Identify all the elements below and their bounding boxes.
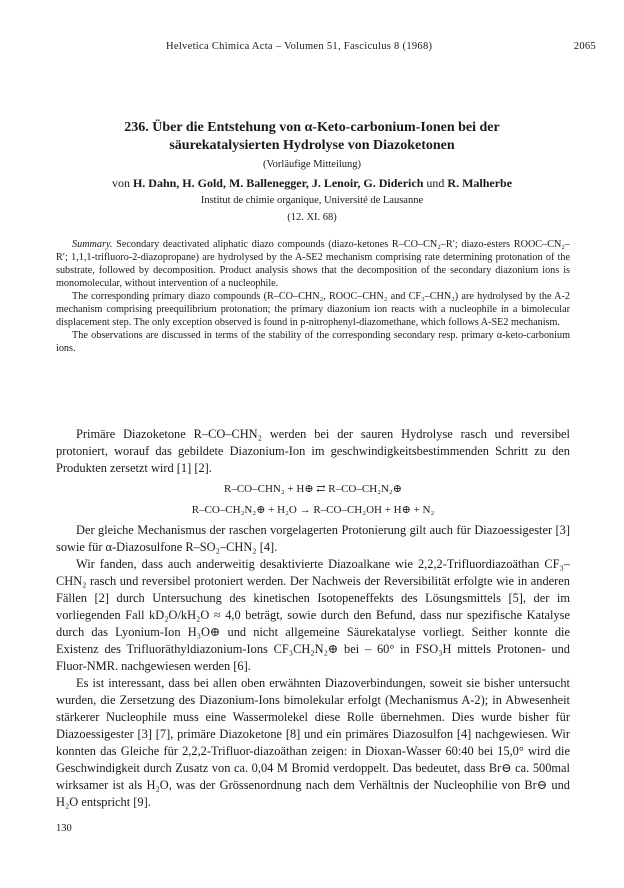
article-title-line-2: säurekatalysierten Hydrolyse von Diazoketonen — [169, 138, 455, 153]
body-paragraph-1: Primäre Diazoketone R–CO–CHN₂ werden bei der sauren Hydrolyse rasch und reversibel protoniert, worauf das gebildete Diazonium-Ion im geschwindigkeitsbestimmenden Schritt zu den Produkten zersetzt wird [1] [2]. — [56, 427, 570, 475]
authors-and: und — [423, 176, 448, 190]
main-text — [56, 426, 570, 811]
authors-last: R. Malherbe — [447, 176, 513, 190]
body-paragraph-4: Es ist interessant, dass bei allen oben erwähnten Diazoverbindungen, soweit sie bisher untersucht wurden, die Zersetzung des Diazonium-Ions bimolekular erfolgt (Mechanismus A-2); in Abwesenheit stärkerer Nucleophile muss eine Wassermolekel diese Rolle übernehmen. Dies wurde bisher für Diazoessigester [3] [7], primäre Diazoketone [8] und ein primäres Diazosulfon [4] nachgewiesen. Wir konnten das Gleiche für 2,2,2-Trifluor-diazoäthan zeigen: in Dioxan-Wasser 60:40 bei 15,0° wird die Geschwindigkeit durch Zusatz von ca. 0,04 M Bromid verdoppelt. Das bedeutet, dass Br⊖ ca. 500mal wirksamer ist als H₂O, was der Grössenordnung nach dem Verhältnis der Nucleophilie von Br⊖ und H₂O entspricht [9]. — [56, 676, 570, 809]
summary-label: Summary. — [72, 239, 113, 250]
article-title — [60, 119, 564, 155]
summary-paragraph-1 — [56, 238, 570, 290]
received-date: (12. XI. 68) — [287, 212, 337, 223]
article-title-line-1: 236. Über die Entstehung von α-Keto-carbonium-Ionen bei der — [124, 120, 500, 135]
institute-line: Institut de chimie organique, Université de Lausanne — [200, 195, 424, 206]
footer-number: 130 — [56, 823, 72, 834]
summary-paragraph-2: The corresponding primary diazo compounds (R–CO–CHN₂, ROOC–CHN₂ and CF₃–CHN₂) are hydrolysed by the A-2 mechanism comprising preequilibrium protonation; the primary diazonium ion reacts with a nucleophile in a bimolecular displacement step. The only exception observed is found in p-nitrophenyl-diazomethane, which follows A-SE2 mechanism. — [56, 291, 570, 328]
authors-main: H. Dahn, H. Gold, M. Ballenegger, J. Lenoir, G. Diderich — [132, 176, 424, 190]
page-number: 2065 — [573, 41, 596, 52]
author-line — [0, 176, 624, 191]
equation-1: R–CO–CHN₂ + H⊕ ⇄ R–CO–CH₂N₂⊕ — [224, 483, 402, 495]
authors-prefix: von — [111, 176, 133, 190]
summary-text-1: Secondary deactivated aliphatic diazo compounds (diazo-ketones R–CO–CN₂–R′; diazo-esters ROOC–CN₂–R′; 1,1,1-trifluoro-2-diazopropane) are hydrolysed by the A-SE2 mechanism comprising rate determining protonation of the substrate, followed by decomposition. Product analysis shows that the decomposition of the secondary diazonium ions is monomolecular, without intervention of a nucleophile. — [56, 239, 570, 289]
equation-2: R–CO–CH₂N₂⊕ + H₂O → R–CO–CH₂OH + H⊕ + N₂ — [191, 504, 435, 516]
body-paragraph-2: Der gleiche Mechanismus der raschen vorgelagerten Protonierung gilt auch für Diazoessigester [3] sowie für α-Diazosulfone R–SO₂–CHN₂ [4]. — [56, 523, 570, 554]
summary-paragraph-3: The observations are discussed in terms of the stability of the corresponding secondary resp. primary α-keto-carbonium ions. — [56, 330, 570, 354]
journal-running-title: Helvetica Chimica Acta – Volumen 51, Fasciculus 8 (1968) — [166, 41, 433, 52]
summary-block — [56, 238, 570, 355]
body-paragraph-3: Wir fanden, dass auch anderweitig desaktivierte Diazoalkane wie 2,2,2-Trifluordiazoäthan CF₃–CHN₂ rasch und reversibel protoniert werden. Der Nachweis der Reversibilität erfolgte wie in anderen Fällen [2] durch Untersuchung des kinetischen Isotopeneffekts des Lösungsmittels [5], der im vorliegenden Fall kD₂O/kH₂O ≈ 4,0 beträgt, sowie durch den Befund, dass nur spezifische Katalyse durch das Lyonium-Ion H₃O⊕ und nicht allgemeine Säurekatalyse vorliegt. Seither konnte die Existenz des Trifluoräthyldiazonium-Ions CF₃CH₂N₂⊕ bei – 60° in FSO₃H mittels Protonen- und Fluor-NMR. nachgewiesen werden [6]. — [56, 557, 570, 673]
article-subtitle: (Vorläufige Mitteilung) — [262, 159, 362, 170]
